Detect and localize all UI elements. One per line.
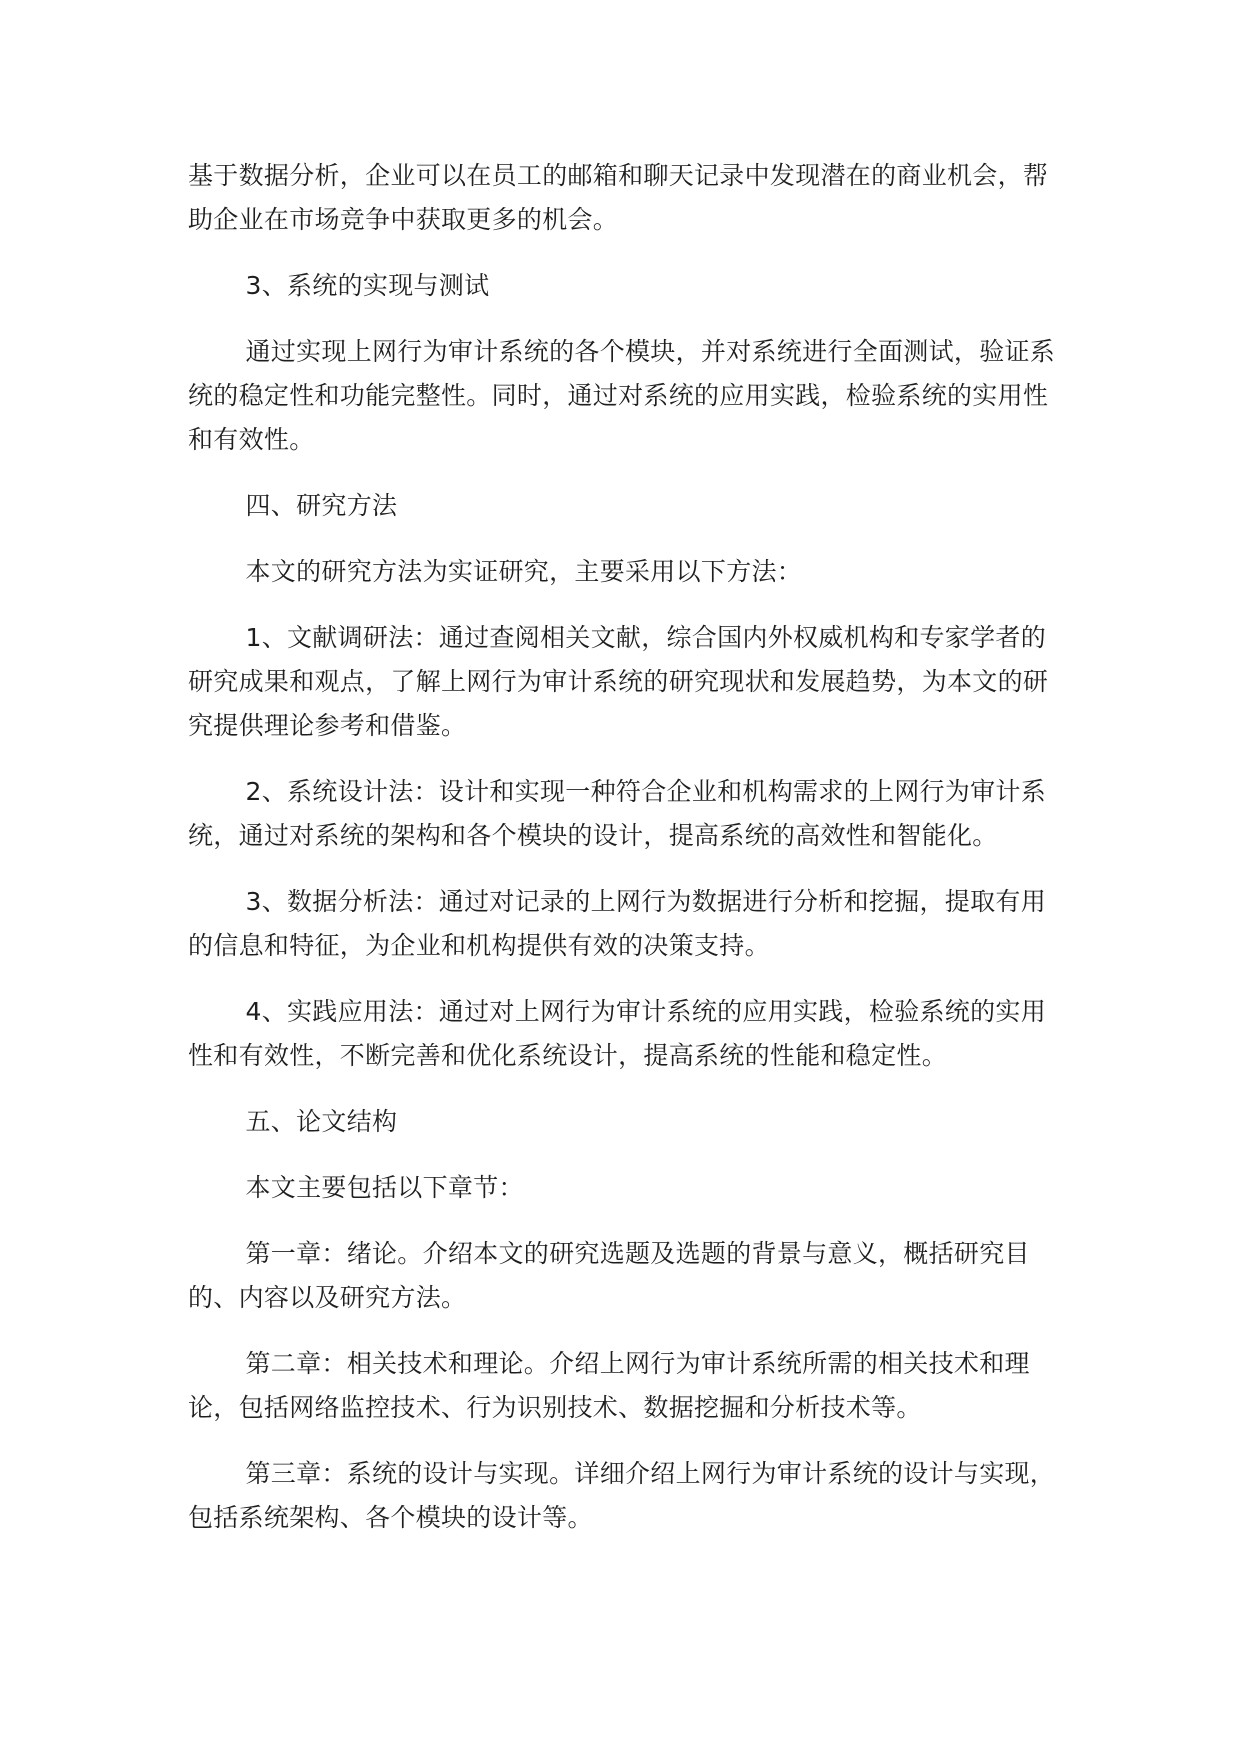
paragraph-chapter-two: 第二章：相关技术和理论。介绍上网行为审计系统所需的相关技术和理论，包括网络监控技术、行为识别技术、数据挖掘和分析技术等。 [188, 1349, 1030, 1422]
paragraph-continuation: 基于数据分析，企业可以在员工的邮箱和聊天记录中发现潜在的商业机会，帮助企业在市场竞争中获取更多的机会。 [188, 161, 1049, 234]
section-heading-thesis-structure: 五、论文结构 [245, 1107, 398, 1136]
paragraph-implementation: 通过实现上网行为审计系统的各个模块，并对系统进行全面测试，验证系统的稳定性和功能完整性。同时，通过对系统的应用实践，检验系统的实用性和有效性。 [188, 337, 1056, 454]
paragraph-methods-intro: 本文的研究方法为实证研究，主要采用以下方法： [245, 557, 803, 586]
document-body [188, 154, 1068, 1562]
paragraph-chapter-three: 第三章：系统的设计与实现。详细介绍上网行为审计系统的设计与实现，包括系统架构、各个模块的设计等。 [188, 1459, 1056, 1532]
paragraph-structure-intro: 本文主要包括以下章节： [245, 1173, 524, 1202]
section-heading-research-methods: 四、研究方法 [245, 491, 398, 520]
paragraph-method-system-design: 2、系统设计法：设计和实现一种符合企业和机构需求的上网行为审计系统，通过对系统的架构和各个模块的设计，提高系统的高效性和智能化。 [188, 777, 1047, 850]
subheading-implementation-testing: 3、系统的实现与测试 [245, 271, 490, 300]
paragraph-method-literature: 1、文献调研法：通过查阅相关文献，综合国内外权威机构和专家学者的研究成果和观点，了解上网行为审计系统的研究现状和发展趋势，为本文的研究提供理论参考和借鉴。 [188, 623, 1049, 740]
paragraph-method-data-analysis: 3、数据分析法：通过对记录的上网行为数据进行分析和挖掘，提取有用的信息和特征，为企业和机构提供有效的决策支持。 [188, 887, 1047, 960]
paragraph-chapter-one: 第一章：绪论。介绍本文的研究选题及选题的背景与意义，概括研究目的、内容以及研究方法。 [188, 1239, 1030, 1312]
paragraph-method-practice: 4、实践应用法：通过对上网行为审计系统的应用实践，检验系统的实用性和有效性，不断完善和优化系统设计，提高系统的性能和稳定性。 [188, 997, 1047, 1070]
